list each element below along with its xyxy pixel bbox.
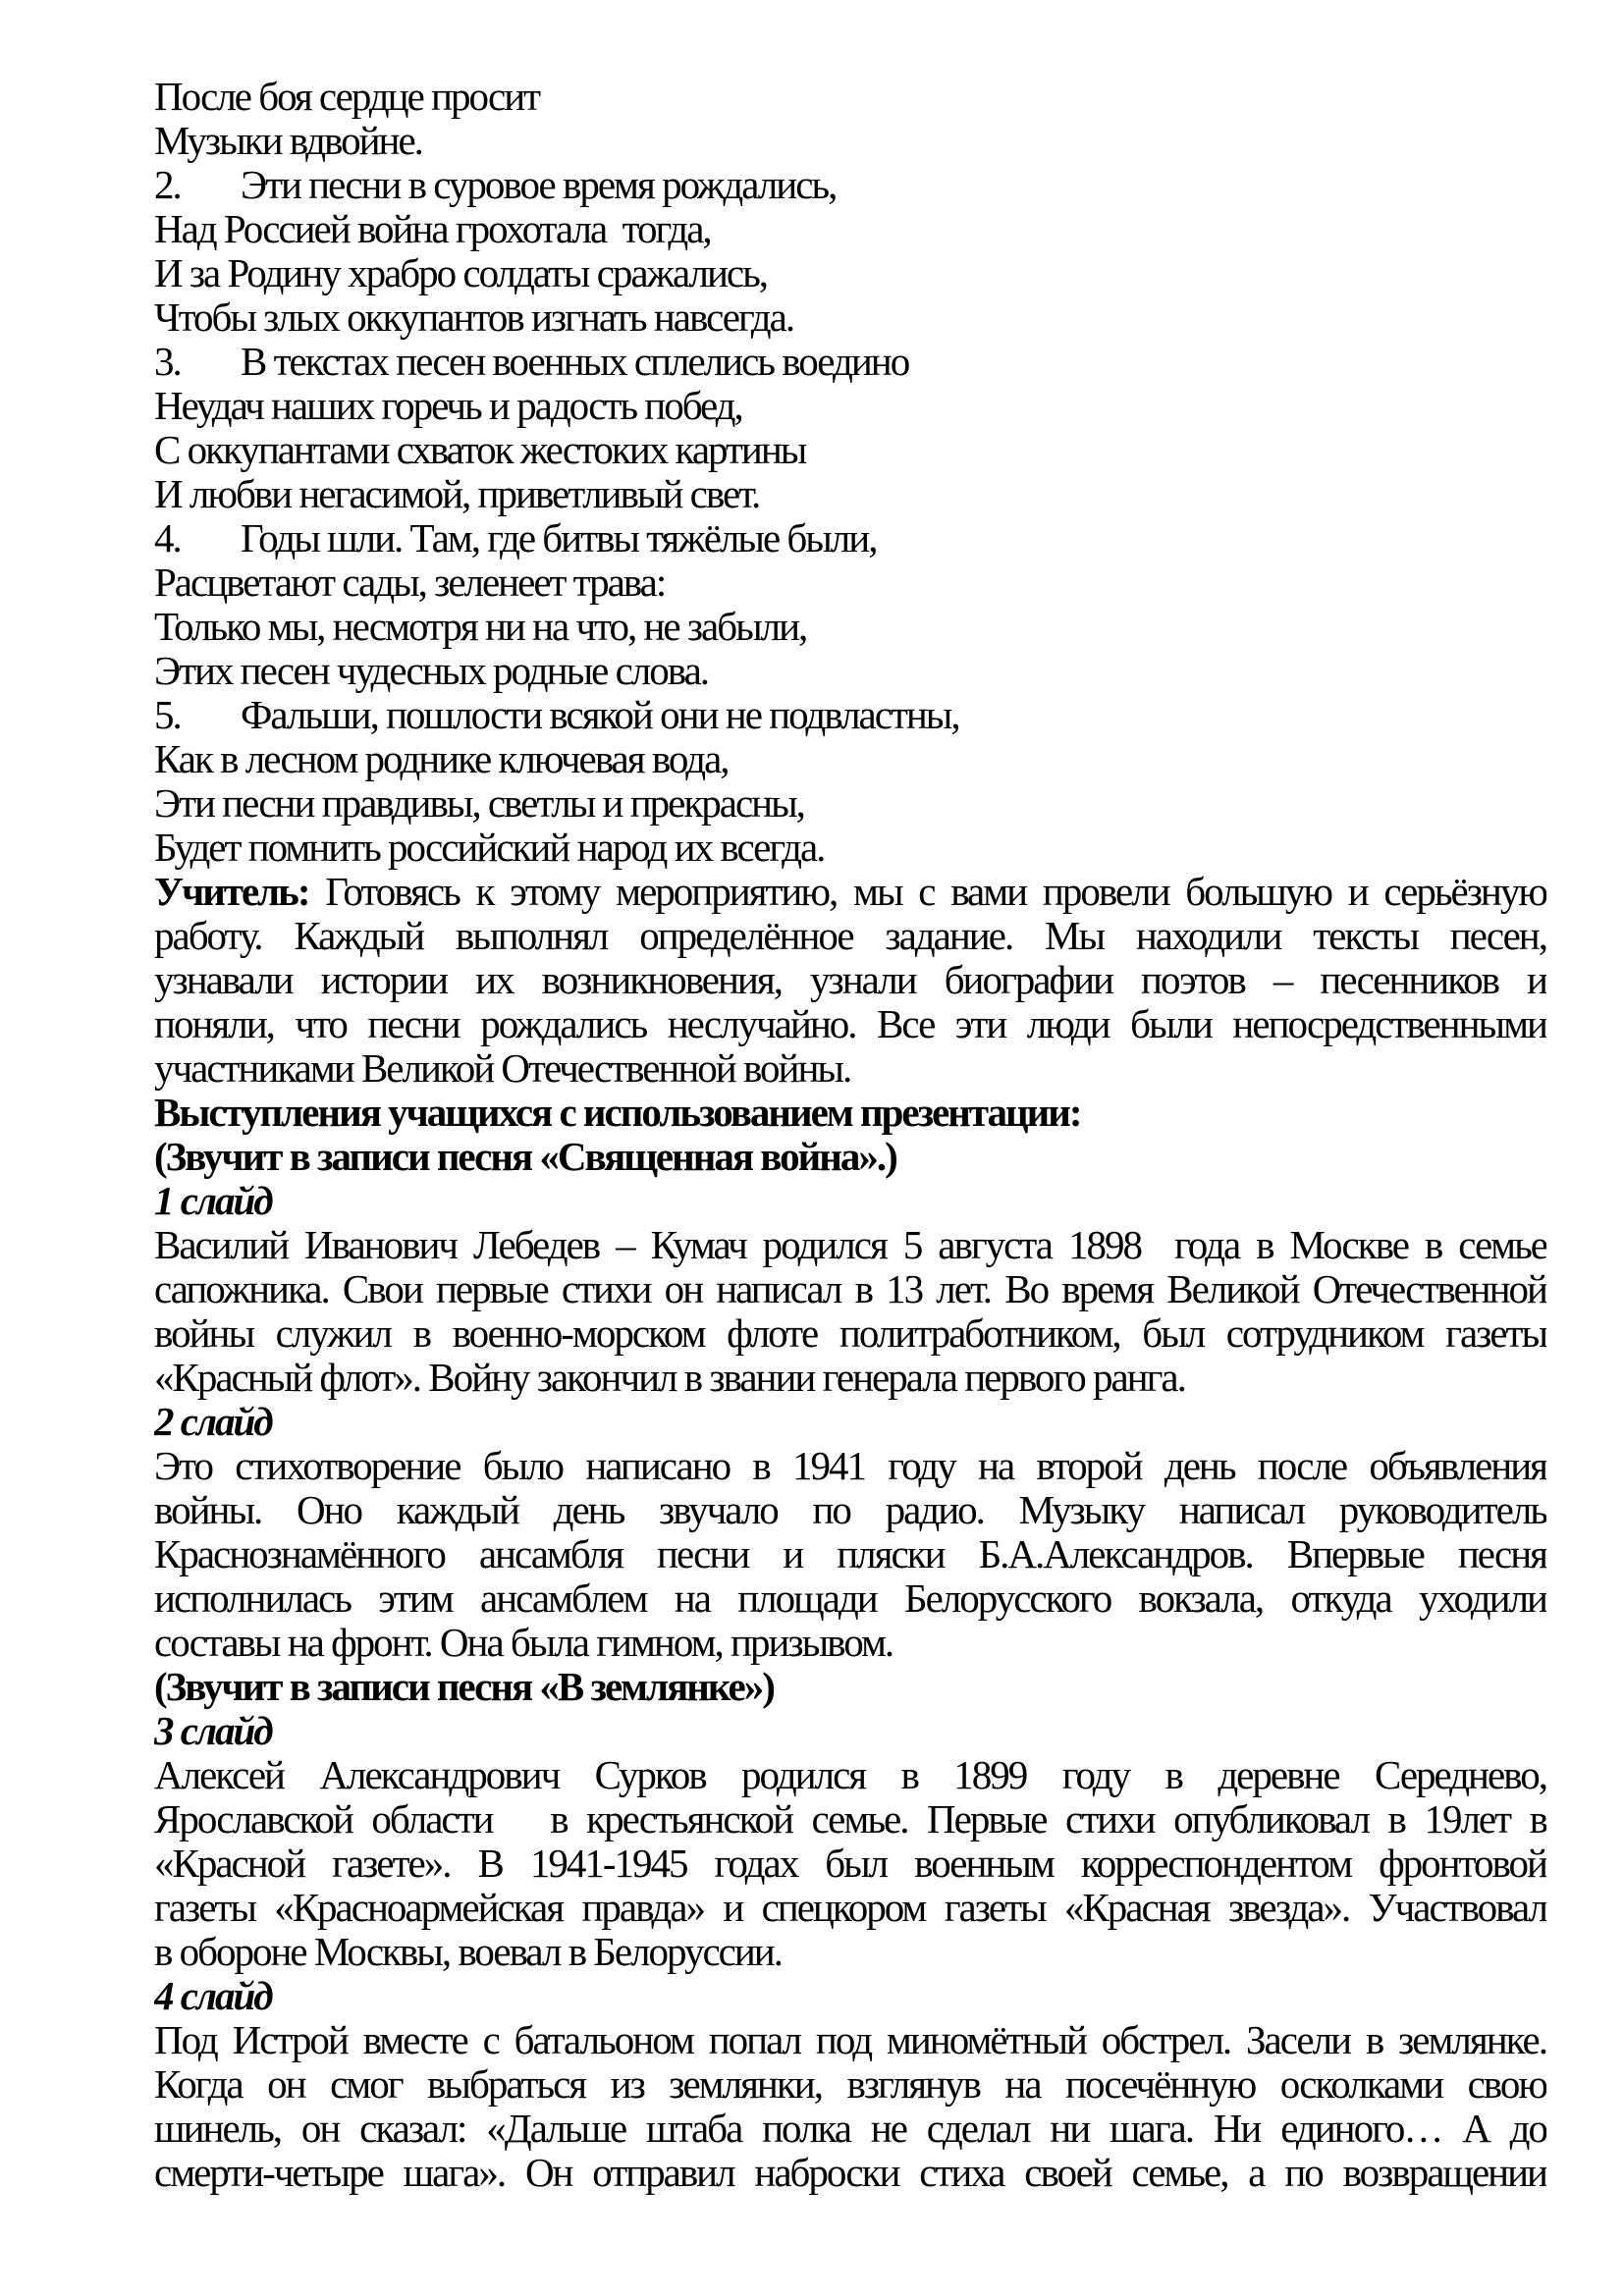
slide-2-text-line: исполнилась этим ансамблем на площади Белорусского вокзала, откуда уходили bbox=[154, 1576, 1546, 1621]
poem-line: Музыки вдвойне. bbox=[154, 119, 422, 163]
teacher-speech-line: участниками Великой Отечественной войны. bbox=[154, 1046, 851, 1091]
poem-line-numbered bbox=[154, 340, 1546, 384]
stanza-text: Фальши, пошлости всякой они не подвластны, bbox=[241, 693, 959, 737]
poem-line: И любви негасимой, приветливый свет. bbox=[154, 472, 760, 516]
poem-section bbox=[154, 75, 1546, 870]
slide-4-text-line: Под Истрой вместе с батальоном попал под миномётный обстрел. Засели в землянке. bbox=[154, 2018, 1546, 2062]
teacher-speech-line bbox=[154, 870, 1546, 914]
slide-1-text-line: войны служил в военно-морском флоте политработником, был сотрудником газеты bbox=[154, 1311, 1546, 1356]
slide-1-text-line: «Красный флот». Войну закончил в звании генерала первого ранга. bbox=[154, 1356, 1185, 1400]
slide-4-heading: 4 слайд bbox=[154, 1974, 272, 2018]
poem-line: Этих песен чудесных родные слова. bbox=[154, 649, 709, 693]
slide-1-text-line: Василий Иванович Лебедев – Кумач родился 5 августа 1898 года в Москве в семье bbox=[154, 1223, 1546, 1267]
stanza-number: 2. bbox=[154, 163, 181, 207]
teacher-speech-text: Готовясь к этому мероприятию, мы с вами провели большую и серьёзную bbox=[308, 870, 1546, 914]
slide-2-section bbox=[154, 1400, 1546, 1665]
slide-4-text-line: смерти-четыре шага». Он отправил наброски стиха своей семье, а по возвращении bbox=[154, 2151, 1546, 2195]
poem-line-numbered bbox=[154, 693, 1546, 737]
stanza-number: 5. bbox=[154, 693, 181, 737]
poem-line: Будет помнить российский народ их всегда. bbox=[154, 826, 825, 870]
stanza-text: Эти песни в суровое время рождались, bbox=[241, 163, 837, 207]
slide-4-section bbox=[154, 1974, 1546, 2195]
song-note-svyashchennaya-voyna: (Звучит в записи песня «Священная война».) bbox=[154, 1135, 896, 1179]
slide-2-text-line: Краснознамённого ансамбля песни и пляски Б.А.Александров. Впервые песня bbox=[154, 1532, 1546, 1576]
presentations-heading: Выступления учащихся с использованием презентации: bbox=[154, 1091, 1081, 1135]
slide-3-text-line: Алексей Александрович Сурков родился в 1899 году в деревне Середнево, bbox=[154, 1753, 1546, 1797]
slide-3-text-line: Ярославской области в крестьянской семье. Первые стихи опубликовал в 19лет в bbox=[154, 1797, 1546, 1842]
poem-line: Чтобы злых оккупантов изгнать навсегда. bbox=[154, 295, 794, 340]
slide-2-text-line: составы на фронт. Она была гимном, призывом. bbox=[154, 1621, 893, 1665]
stanza-number: 4. bbox=[154, 516, 181, 561]
teacher-speech bbox=[154, 870, 1546, 1091]
slide-1-heading: 1 слайд bbox=[154, 1179, 272, 1223]
slide-4-text-line: Когда он смог выбраться из землянки, взглянув на посечённую осколками свою bbox=[154, 2062, 1546, 2107]
poem-line: Только мы, несмотря ни на что, не забыли, bbox=[154, 605, 807, 649]
poem-line: И за Родину храбро солдаты сражались, bbox=[154, 251, 768, 295]
speaker-label: Учитель: bbox=[154, 870, 309, 914]
slide-3-heading: 3 слайд bbox=[154, 1709, 272, 1753]
stanza-number: 3. bbox=[154, 340, 181, 384]
stanza-text: Годы шли. Там, где битвы тяжёлые были, bbox=[241, 516, 877, 561]
poem-line-numbered bbox=[154, 516, 1546, 561]
poem-line: Эти песни правдивы, светлы и прекрасны, bbox=[154, 781, 804, 826]
slide-3-text-line: газеты «Красноармейская правда» и спецкором газеты «Красная звезда». Участвовал bbox=[154, 1886, 1546, 1930]
stanza-text: В текстах песен военных сплелись воедино bbox=[241, 340, 909, 384]
song-note-v-zemlyanke: (Звучит в записи песня «В землянке») bbox=[154, 1665, 774, 1709]
poem-line: После боя сердце просит bbox=[154, 75, 540, 119]
teacher-speech-line: работу. Каждый выполнял определённое задание. Мы находили тексты песен, bbox=[154, 914, 1546, 958]
slide-2-heading: 2 слайд bbox=[154, 1400, 272, 1444]
teacher-speech-line: узнавали истории их возникновения, узнали биографии поэтов – песенников и bbox=[154, 958, 1546, 1002]
poem-line-numbered bbox=[154, 163, 1546, 207]
slide-1-section bbox=[154, 1179, 1546, 1400]
teacher-speech-line: поняли, что песни рождались неслучайно. Все эти люди были непосредственными bbox=[154, 1002, 1546, 1046]
slide-3-text-line: в обороне Москвы, воевал в Белоруссии. bbox=[154, 1930, 782, 1974]
poem-line: Над Россией война грохотала тогда, bbox=[154, 207, 711, 251]
poem-line: С оккупантами схваток жестоких картины bbox=[154, 428, 806, 472]
slide-1-text-line: сапожника. Свои первые стихи он написал в 13 лет. Во время Великой Отечественной bbox=[154, 1267, 1546, 1311]
slide-4-text-line: шинель, он сказал: «Дальше штаба полка не сделал ни шага. Ни единого… А до bbox=[154, 2107, 1546, 2151]
slide-2-text-line: Это стихотворение было написано в 1941 году на второй день после объявления bbox=[154, 1444, 1546, 1488]
poem-line: Расцветают сады, зеленеет трава: bbox=[154, 561, 666, 605]
poem-line: Как в лесном роднике ключевая вода, bbox=[154, 737, 729, 781]
poem-line: Неудач наших горечь и радость побед, bbox=[154, 384, 742, 428]
slide-2-text-line: войны. Оно каждый день звучало по радио. Музыку написал руководитель bbox=[154, 1488, 1546, 1532]
slide-3-section bbox=[154, 1709, 1546, 1974]
slide-3-text-line: «Красной газете». В 1941-1945 годах был военным корреспондентом фронтовой bbox=[154, 1842, 1546, 1886]
